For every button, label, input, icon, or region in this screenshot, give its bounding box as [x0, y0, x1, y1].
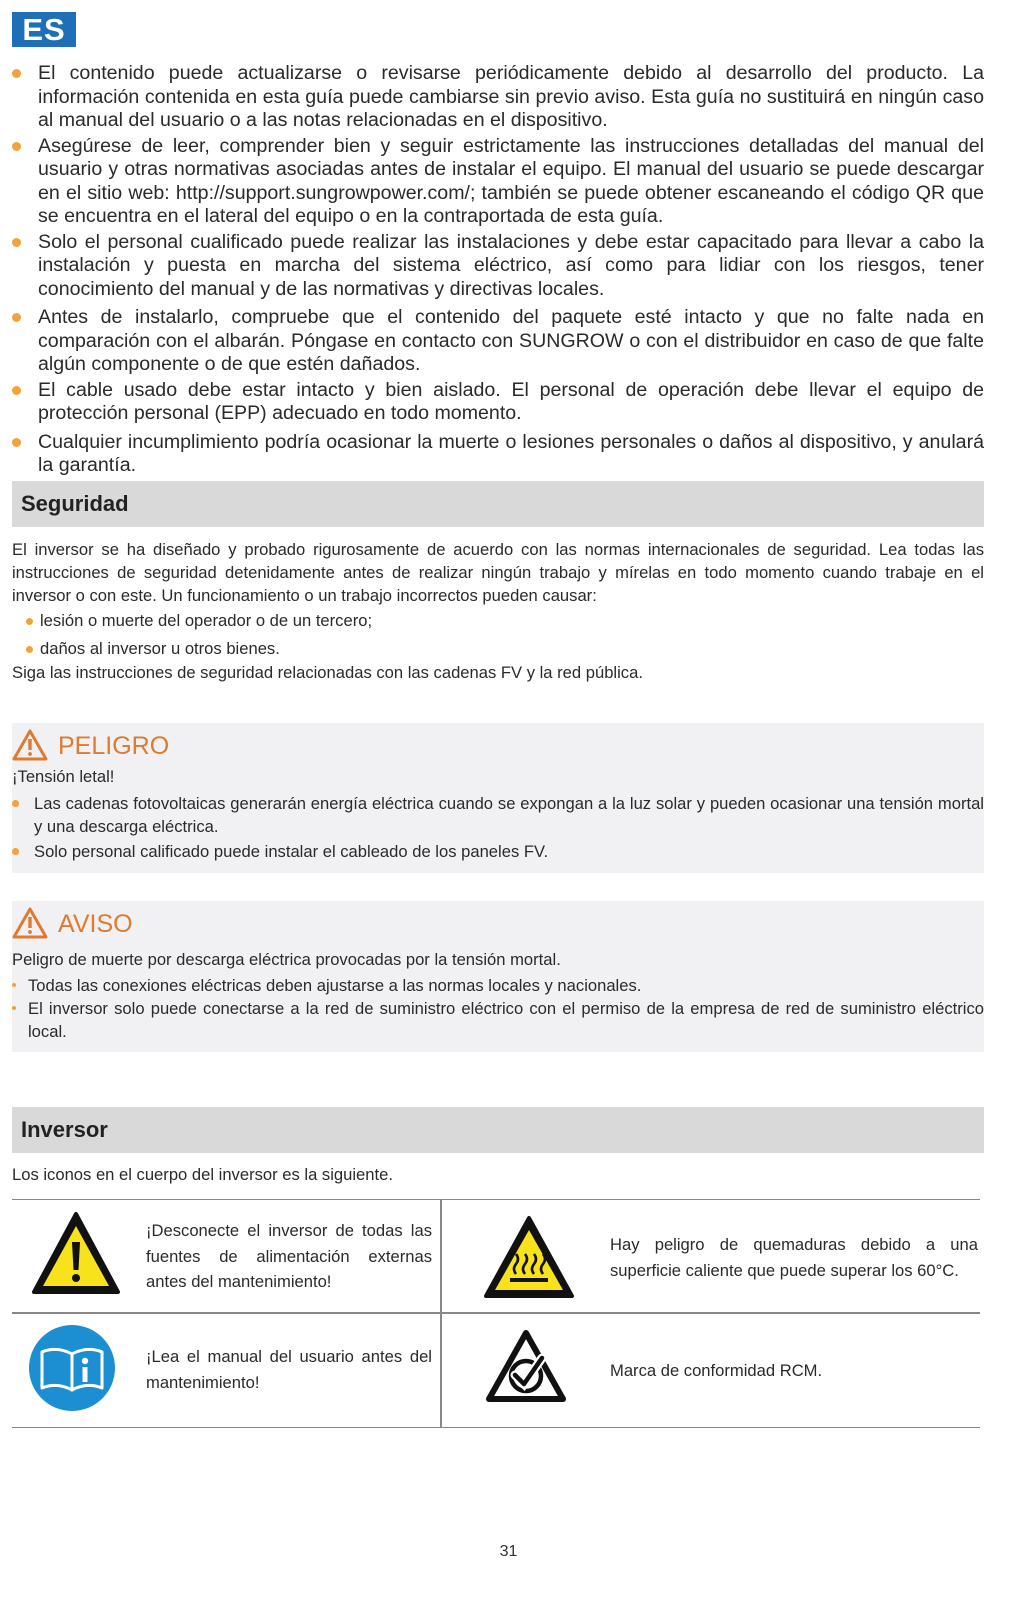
bullet-icon: [12, 69, 21, 78]
danger-box: [12, 723, 984, 873]
notice-title: AVISO: [58, 910, 133, 938]
bullet-icon: [12, 983, 16, 987]
language-badge: ES: [12, 12, 76, 47]
list-item: Cualquier incumplimiento podría ocasionar la muerte o lesiones personales o daños al dispositivo, y anulará la garantía.: [12, 431, 984, 478]
list-item: Asegúrese de leer, comprender bien y seguir estrictamente las instrucciones detalladas del manual del usuario y otras normativas asociadas antes de instalar el equipo. El manual del usuario se puede descargar en el sitio web: http://support.sungrowpower.com/; también se puede obtener escaneando el código QR que se encuentra en el lateral del equipo o en la contraportada de esta guía.: [12, 135, 984, 229]
hot-surface-icon: [482, 1214, 576, 1300]
list-item: El inversor solo puede conectarse a la red de suministro eléctrico con el permiso de la empresa de red de suministro eléctrico local.: [12, 997, 984, 1043]
notice-subtitle: Peligro de muerte por descarga eléctrica provocadas por la tensión mortal.: [12, 950, 561, 969]
symbol-description: Marca de conformidad RCM.: [610, 1361, 823, 1380]
list-item: El contenido puede actualizarse o revisarse periódicamente debido al desarrollo del producto. La información contenida en esta guía puede cambiarse sin previo aviso. Esta guía no sustituirá en ningún caso al manual del usuario o a las notas relacionadas en el dispositivo.: [12, 62, 984, 133]
bullet-icon: [12, 848, 19, 855]
symbol-description: ¡Lea el manual del usuario antes del mantenimiento!: [146, 1347, 432, 1392]
safety-risk-list: [25, 610, 372, 666]
bullet-icon: [12, 438, 21, 447]
list-item: Solo el personal cualificado puede realizar las instalaciones y debe estar capacitado para llevar a cabo la instalación y puesta en marcha del sistema eléctrico, así como para lidiar con los riesgos, tener conocimiento del manual y de las normativas y directivas locales.: [12, 231, 984, 302]
warning-triangle-icon: [30, 1210, 122, 1296]
danger-list: [12, 792, 984, 863]
section-title: Seguridad: [21, 491, 129, 516]
bullet-icon: [12, 313, 21, 322]
bullet-icon: [12, 800, 19, 807]
intro-bullet-list: [12, 62, 984, 480]
table-divider: [440, 1200, 442, 1427]
danger-subtitle: ¡Tensión letal!: [12, 767, 115, 786]
safety-paragraph: El inversor se ha diseñado y probado rigurosamente de acuerdo con las normas internacionales de seguridad. Lea todas las instrucciones de seguridad detenidamente antes de realizar ningún trabajo y mírelas en todo momento cuando trabaje en el inversor o con este. Un funcionamiento o un trabajo incorrectos pueden causar:: [12, 540, 984, 605]
list-item: Antes de instalarlo, compruebe que el contenido del paquete esté intacto y que no falte nada en comparación con el albarán. Póngase en contacto con SUNGROW o con el distribuidor en caso de que falte algún componente o de que estén dañados.: [12, 306, 984, 377]
notice-box: [12, 901, 984, 1052]
list-item: Las cadenas fotovoltaicas generarán energía eléctrica cuando se expongan a la luz solar y pueden ocasionar una tensión mortal y una descarga eléctrica.: [12, 792, 984, 838]
safety-closing: Siga las instrucciones de seguridad relacionadas con las cadenas FV y la red pública.: [12, 663, 643, 682]
warning-triangle-icon: [12, 729, 48, 761]
bullet-icon: [12, 142, 21, 151]
table-divider: [12, 1312, 980, 1314]
safety-section-header: [12, 481, 984, 527]
inverter-section-header: [12, 1107, 984, 1153]
list-item: Solo personal calificado puede instalar el cableado de los paneles FV.: [12, 840, 984, 863]
inverter-intro: Los iconos en el cuerpo del inversor es la siguiente.: [12, 1165, 393, 1184]
bullet-icon: [12, 386, 21, 395]
section-title: Inversor: [21, 1117, 108, 1142]
notice-list: [12, 974, 984, 1043]
list-item: Todas las conexiones eléctricas deben ajustarse a las normas locales y nacionales.: [12, 974, 984, 997]
bullet-icon: [12, 1006, 16, 1010]
bullet-icon: [26, 618, 33, 625]
symbol-description: Hay peligro de quemaduras debido a una superficie caliente que puede superar los 60°C.: [610, 1235, 978, 1280]
warning-triangle-icon: [12, 907, 48, 939]
inverter-symbols-table: [12, 1199, 980, 1428]
bullet-icon: [26, 646, 33, 653]
bullet-icon: [12, 238, 21, 247]
list-item: lesión o muerte del operador o de un tercero;: [25, 610, 372, 638]
danger-title: PELIGRO: [58, 732, 170, 760]
read-manual-icon: [28, 1324, 116, 1412]
symbol-description: ¡Desconecte el inversor de todas las fuentes de alimentación externas antes del mantenimiento!: [146, 1221, 432, 1291]
list-item: El cable usado debe estar intacto y bien aislado. El personal de operación debe llevar el equipo de protección personal (EPP) adecuado en todo momento.: [12, 379, 984, 426]
rcm-mark-icon: [484, 1328, 568, 1404]
page-number: 31: [499, 1543, 518, 1560]
list-item: daños al inversor u otros bienes.: [25, 638, 372, 666]
